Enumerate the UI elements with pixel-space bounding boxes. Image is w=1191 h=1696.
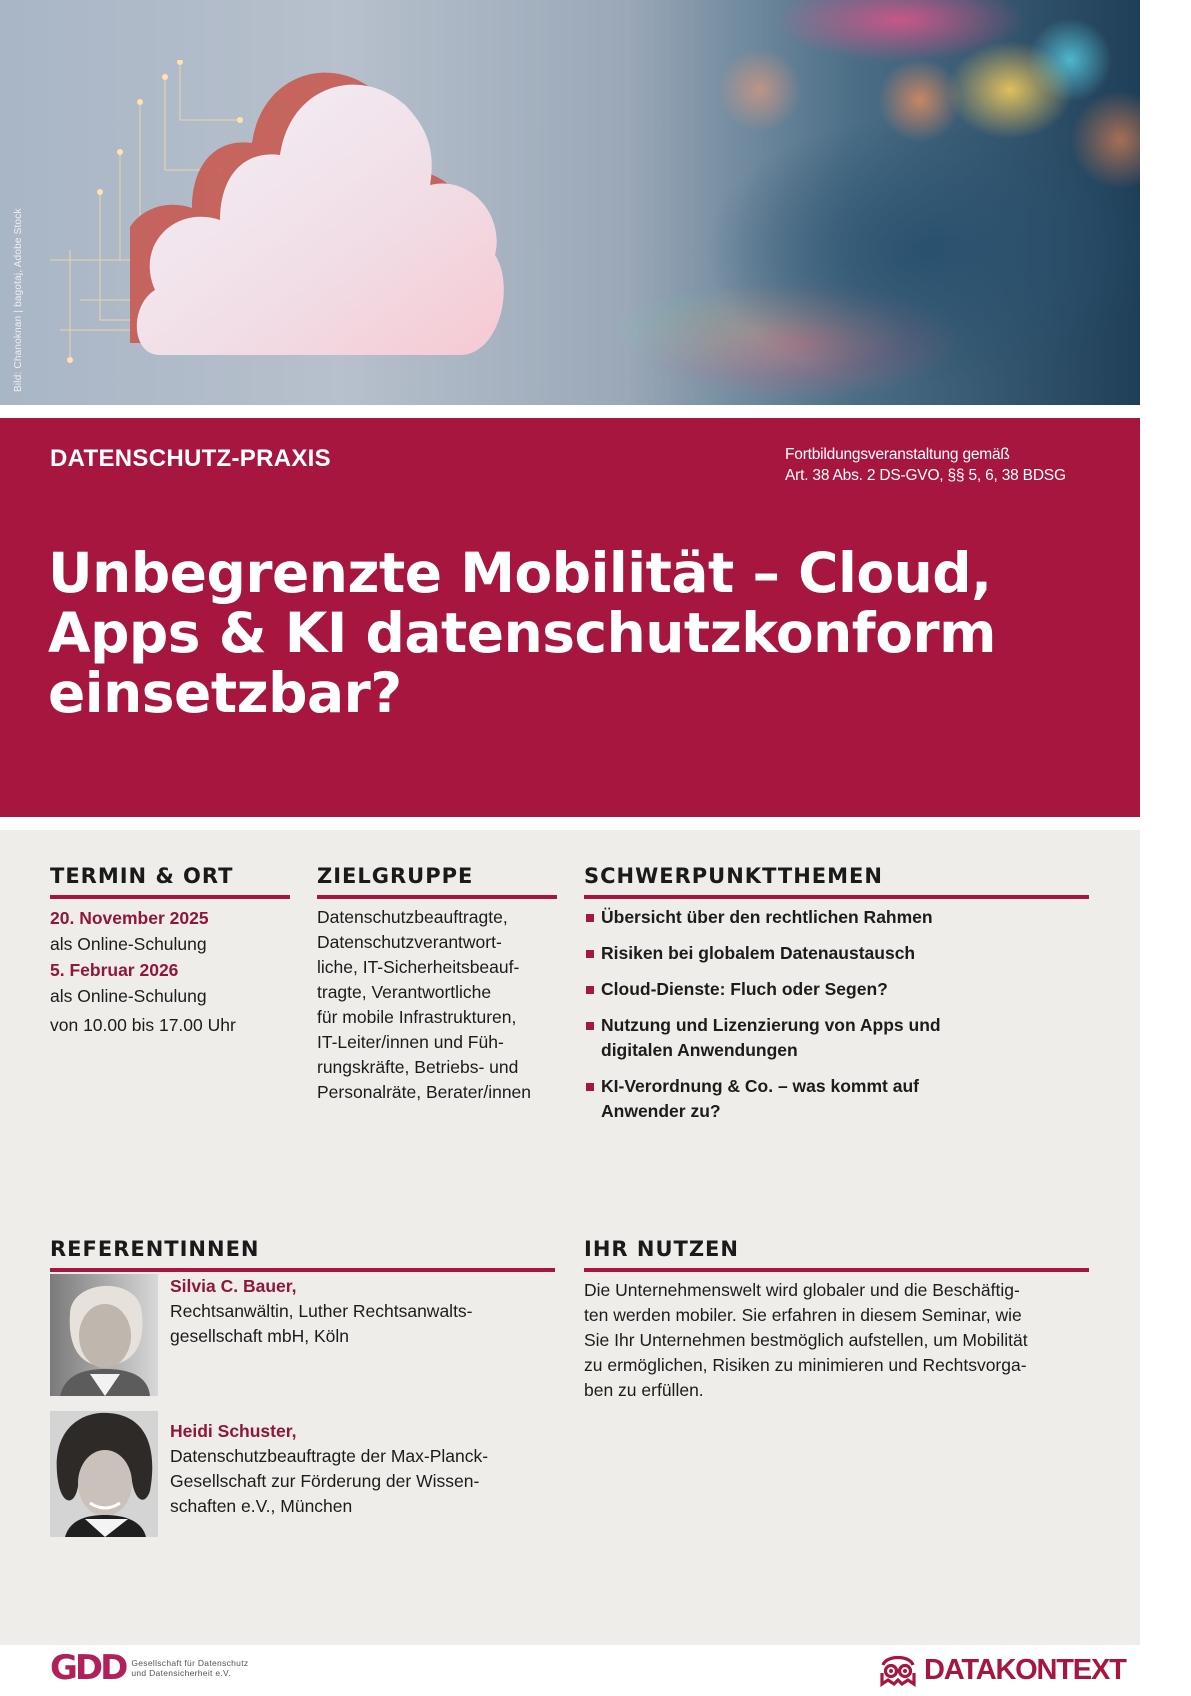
datakontext-logo	[878, 1653, 1126, 1687]
text-line: tragte, Verantwortliche	[317, 982, 492, 1002]
event-location: als Online-Schulung	[50, 934, 207, 954]
section-heading: REFERENTINNEN	[50, 1237, 260, 1261]
termin-section	[50, 862, 290, 1038]
text-line: rungskräfte, Betriebs- und	[317, 1057, 519, 1077]
schwerpunkte-section	[584, 862, 1089, 1135]
owl-icon	[878, 1653, 918, 1687]
list-item	[584, 941, 1089, 966]
title-line: Unbegrenzte Mobilität – Cloud,	[48, 541, 992, 605]
section-divider	[50, 895, 290, 899]
speaker-affiliation: Gesellschaft zur Förderung der Wissen-	[170, 1471, 480, 1491]
square-bullet-icon	[586, 950, 594, 958]
title-line: einsetzbar?	[48, 661, 402, 725]
text-line: Die Unternehmenswelt wird globaler und die Beschäftig-	[584, 1280, 1020, 1300]
text-line: Übersicht über den rechtlichen Rahmen	[601, 907, 933, 927]
text-line: ben zu erfüllen.	[584, 1380, 704, 1400]
speaker-photo	[50, 1274, 158, 1396]
datakontext-wordmark: DATAKONTEXT	[924, 1654, 1126, 1686]
title-line: Apps & KI datenschutzkonform	[48, 601, 996, 665]
cloud-icon	[130, 55, 510, 365]
photo-credit: Bild: Chanoknan | bagotaj, Adobe Stock	[13, 208, 24, 392]
speaker-photo	[50, 1411, 158, 1537]
target-audience-text	[317, 905, 557, 1105]
section-heading: TERMIN & ORT	[50, 864, 234, 888]
list-item	[584, 1074, 1089, 1124]
speaker-card	[50, 1411, 555, 1537]
event-location: als Online-Schulung	[50, 986, 207, 1006]
benefit-text	[584, 1278, 1089, 1403]
text-line: Nutzung und Lizenzierung von Apps und	[601, 1015, 941, 1035]
event-date: 5. Februar 2026	[50, 960, 179, 980]
text-line: Datenschutzverantwort-	[317, 932, 502, 952]
gdd-subtitle	[131, 1658, 248, 1678]
page-title	[48, 543, 1108, 723]
text-line: Gesellschaft für Datenschutz	[131, 1658, 249, 1668]
list-item	[584, 1013, 1089, 1063]
text-line: Anwender zu?	[601, 1101, 721, 1121]
text-line: Personalräte, Berater/innen	[317, 1082, 532, 1102]
text-line: KI-Verordnung & Co. – was kommt auf	[601, 1076, 919, 1096]
zielgruppe-section	[317, 862, 557, 1105]
nutzen-section	[584, 1235, 1089, 1403]
topic-list	[584, 905, 1089, 1124]
square-bullet-icon	[586, 914, 594, 922]
text-line: für mobile Infrastrukturen,	[317, 1007, 517, 1027]
gdd-wordmark: GDD	[50, 1648, 126, 1688]
hero-image	[0, 0, 1140, 405]
speaker-affiliation: gesellschaft mbH, Köln	[170, 1326, 349, 1346]
text-line: Datenschutzbeauftragte,	[317, 907, 508, 927]
square-bullet-icon	[586, 986, 594, 994]
series-label: DATENSCHUTZ-PRAXIS	[50, 445, 331, 472]
text-line: ten werden mobiler. Sie erfahren in diesem Seminar, wie	[584, 1305, 1022, 1325]
section-divider	[584, 895, 1089, 899]
title-band	[0, 418, 1140, 817]
text-line: zu ermöglichen, Risiken zu minimieren und Rechtsvorga-	[584, 1355, 1027, 1375]
footer	[0, 1645, 1191, 1696]
list-item	[584, 977, 1089, 1002]
square-bullet-icon	[586, 1083, 594, 1091]
speaker-name: Heidi Schuster,	[170, 1421, 297, 1441]
gdd-logo	[50, 1648, 249, 1688]
text-line: IT-Leiter/innen und Füh-	[317, 1032, 504, 1052]
section-heading: ZIELGRUPPE	[317, 864, 474, 888]
text-line: und Datensicherheit e.V.	[131, 1668, 231, 1678]
section-divider	[50, 1268, 555, 1272]
section-heading: IHR NUTZEN	[584, 1237, 739, 1261]
speaker-name: Silvia C. Bauer,	[170, 1276, 297, 1296]
section-heading: SCHWERPUNKTTHEMEN	[584, 864, 883, 888]
section-divider	[584, 1268, 1089, 1272]
event-date: 20. November 2025	[50, 908, 209, 928]
text-line: liche, IT-Sicherheitsbeauf-	[317, 957, 520, 977]
certification-line: Art. 38 Abs. 2 DS-GVO, §§ 5, 6, 38 BDSG	[785, 467, 1066, 484]
content-area	[0, 830, 1140, 1645]
referentinnen-section	[50, 1235, 555, 1552]
certification-note	[785, 444, 1066, 486]
certification-line: Fortbildungsveranstaltung gemäß	[785, 446, 1010, 463]
speaker-affiliation: Datenschutzbeauftragte der Max-Planck-	[170, 1446, 489, 1466]
square-bullet-icon	[586, 1022, 594, 1030]
text-line: Sie Ihr Unternehmen bestmöglich aufstellen, um Mobilität	[584, 1330, 1028, 1350]
event-time: von 10.00 bis 17.00 Uhr	[50, 1015, 236, 1035]
section-divider	[317, 895, 557, 899]
text-line: Risiken bei globalem Datenaustausch	[601, 943, 916, 963]
speaker-card	[50, 1274, 555, 1396]
speaker-affiliation: schaften e.V., München	[170, 1496, 353, 1516]
list-item	[584, 905, 1089, 930]
text-line: Cloud-Dienste: Fluch oder Segen?	[601, 979, 888, 999]
speaker-affiliation: Rechtsanwältin, Luther Rechtsanwalts-	[170, 1301, 473, 1321]
text-line: digitalen Anwendungen	[601, 1040, 798, 1060]
